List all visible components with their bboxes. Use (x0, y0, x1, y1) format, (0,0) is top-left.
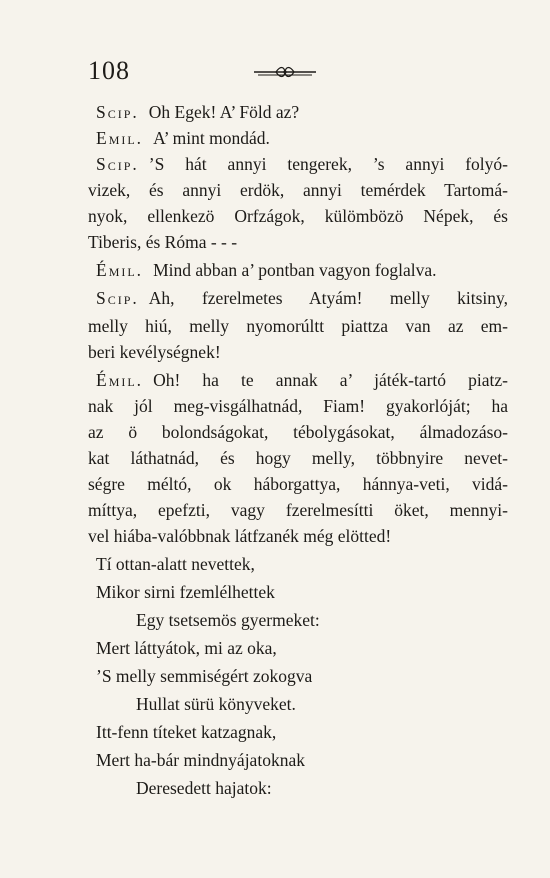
text-line (88, 524, 508, 548)
line-text: A’ mint mondád. (153, 128, 270, 148)
line-text: ségre méltó, ok háborgattya, hánnya-veti, vidá- (88, 474, 508, 494)
text-line (88, 204, 508, 228)
text-line (88, 230, 508, 254)
line-text: nyok, ellenkezö Orfzágok, külömbözö Népek, és (88, 206, 508, 226)
header-ornament-icon (254, 66, 316, 78)
verse-line: Mikor sirni fzemlélhettek (96, 582, 275, 602)
speaker-name: Émil. (96, 370, 144, 390)
text-line (96, 152, 508, 176)
text-line (88, 472, 508, 496)
verse-line: Egy tsetsemös gyermeket: (136, 610, 320, 630)
line-text: ’S hát annyi tengerek, ’s annyi folyó- (148, 154, 508, 174)
text-line (88, 420, 508, 444)
line-text: Oh Egek! A’ Föld az? (148, 102, 300, 122)
text-line (88, 446, 508, 470)
text-line (88, 178, 508, 202)
text-line (88, 314, 508, 338)
verse-line: ’S melly semmiségért zokogva (96, 666, 313, 686)
line-text: melly hiú, melly nyomorúltt piattza van az em- (88, 316, 508, 336)
speaker-name: Scip. (96, 102, 139, 122)
page-number: 108 (88, 56, 130, 85)
speaker-name: Scip. (96, 288, 139, 308)
text-line (96, 126, 508, 150)
line-text: vel hiába-valóbbnak látfzanék még elötted! (88, 526, 392, 546)
line-text: az ö bolondságokat, tébolygásokat, álmadozáso- (88, 422, 508, 442)
line-text: vizek, és annyi erdök, annyi temérdek Tartomá- (88, 180, 508, 200)
line-text: Oh! ha te annak a’ játék-tartó piatz- (153, 370, 508, 390)
text-line (96, 258, 508, 282)
text-line (96, 368, 508, 392)
verse-line: Deresedett hajatok: (136, 778, 272, 798)
verse-line: Mert ha-bár mindnyájatoknak (96, 750, 305, 770)
verse-line: Hullat sürü könyveket. (136, 694, 296, 714)
speaker-name: Scip. (96, 154, 139, 174)
text-line (88, 340, 508, 364)
verse-line: Tí ottan-alatt nevettek, (96, 554, 255, 574)
line-text: Mind abban a’ pontban vagyon foglalva. (153, 260, 437, 280)
text-line (96, 286, 508, 310)
text-line (96, 100, 508, 124)
line-text: míttya, epefzti, vagy fzerelmesítti öket, mennyi- (88, 500, 508, 520)
speaker-name: Émil. (96, 260, 144, 280)
line-text: kat láthatnád, és hogy melly, többnyire nevet- (88, 448, 508, 468)
text-line (88, 394, 508, 418)
text-line (88, 498, 508, 522)
verse-line: Mert láttyátok, mi az oka, (96, 638, 277, 658)
line-text: nak jól meg-visgálhatnád, Fiam! gyakorlóját; ha (88, 396, 508, 416)
page-header (88, 56, 508, 86)
speaker-name: Emil. (96, 128, 144, 148)
line-text: beri kevélységnek! (88, 342, 221, 362)
verse-line: Itt-fenn títeket katzagnak, (96, 722, 277, 742)
line-text: Ah, fzerelmetes Atyám! melly kitsiny, (148, 288, 508, 308)
line-text: Tiberis, és Róma - - - (88, 232, 238, 252)
